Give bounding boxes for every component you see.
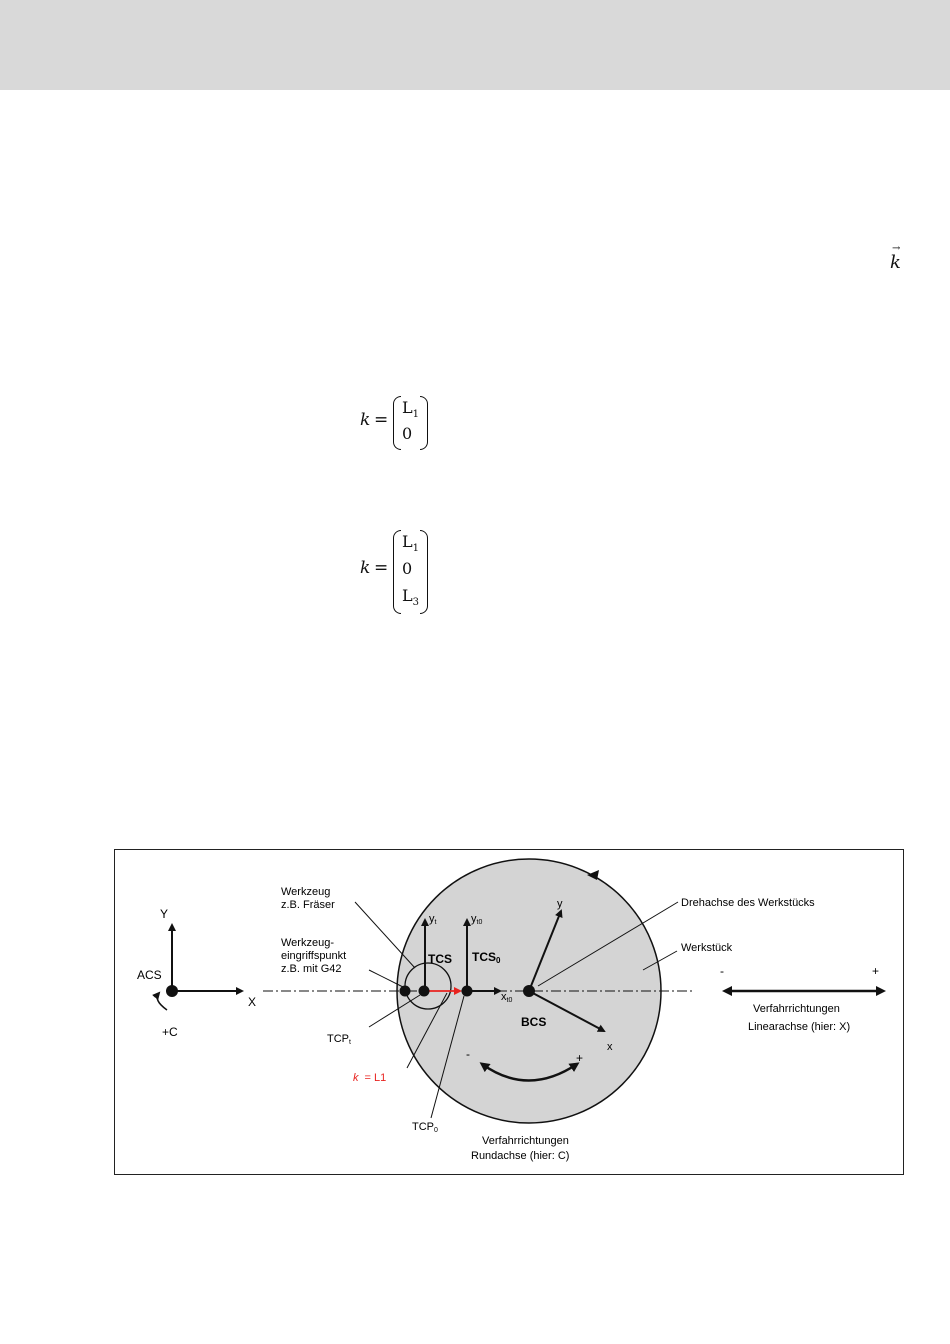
bcs-y-label: y <box>557 898 563 910</box>
tcs-label: TCS <box>428 952 452 966</box>
workpiece-label: Werkstück <box>681 942 733 954</box>
bcs-x-label: x <box>607 1041 613 1053</box>
tcp-0-dot <box>462 986 473 997</box>
formula-lhs: k <box>360 558 371 578</box>
tcs0-label: TCS0 <box>472 950 501 965</box>
tool-label-line1: Werkzeug <box>281 886 331 898</box>
rotary-label-line1: Verfahrrichtungen <box>482 1135 569 1147</box>
matrix-left-bracket <box>393 530 401 614</box>
tool-label-line2: z.B. Fräser <box>281 899 335 911</box>
vector-k-symbol <box>890 243 901 273</box>
rotary-minus-label: - <box>466 1047 470 1061</box>
linear-minus-label: - <box>720 964 724 978</box>
acs-origin-dot <box>166 985 178 997</box>
formula-equals: = <box>374 410 389 430</box>
rotation-axis-label: Drehachse des Werkstücks <box>681 897 815 909</box>
x-t0-label: xt0 <box>501 991 513 1004</box>
contact-label-line2: eingriffspunkt <box>281 950 347 962</box>
matrix-right-bracket <box>420 530 428 614</box>
linear-label-line1: Verfahrrichtungen <box>753 1003 840 1015</box>
acs-rotation-label: +C <box>162 1025 178 1039</box>
matrix-cell: 0 <box>402 559 413 578</box>
y-t-label: yt <box>429 913 437 926</box>
tcp-0-label: TCP0 <box>412 1121 438 1134</box>
page-header-band <box>0 0 950 90</box>
rotary-plus-label: + <box>576 1051 584 1065</box>
matrix-cell: $L_1$ <box>402 398 419 421</box>
bcs-label: BCS <box>521 1015 547 1029</box>
acs-y-label: Y <box>160 907 169 921</box>
rotary-label-line2: Rundachse (hier: C) <box>471 1150 570 1162</box>
matrix-cell: 0 <box>402 424 413 443</box>
matrix-right-bracket <box>420 396 428 450</box>
linear-label-line2: Linearachse (hier: X) <box>748 1021 851 1033</box>
formula-lhs: k <box>360 410 371 430</box>
matrix-cell: $L_3$ <box>402 586 419 609</box>
tcp-t-label: TCPt <box>327 1033 351 1046</box>
vector-k-letter: k <box>890 252 901 273</box>
contact-label-line3: z.B. mit G42 <box>281 963 342 975</box>
acs-label: ACS <box>137 968 162 982</box>
y-t0-label: yt0 <box>471 913 483 926</box>
coordinate-systems-figure <box>114 849 904 1175</box>
matrix-cell: $L_1$ <box>402 532 419 555</box>
linear-plus-label: + <box>872 964 880 978</box>
formula-k-2d <box>358 394 438 452</box>
tcp-t-dot <box>419 986 430 997</box>
vector-arrow-glyph: → <box>892 243 901 254</box>
figure-diagram <box>115 850 903 1174</box>
acs-x-label: X <box>248 995 257 1009</box>
acs-rotation-arrow <box>157 993 167 1010</box>
contact-point-dot <box>400 986 411 997</box>
tool-leader-line <box>355 902 415 968</box>
contact-label-line1: Werkzeug- <box>281 937 334 949</box>
vector-k-label: k = L1 <box>353 1072 387 1084</box>
formula-k-3d <box>358 528 438 614</box>
bcs-origin-dot <box>523 985 535 997</box>
formula-equals: = <box>374 558 389 578</box>
matrix-left-bracket <box>393 396 401 450</box>
